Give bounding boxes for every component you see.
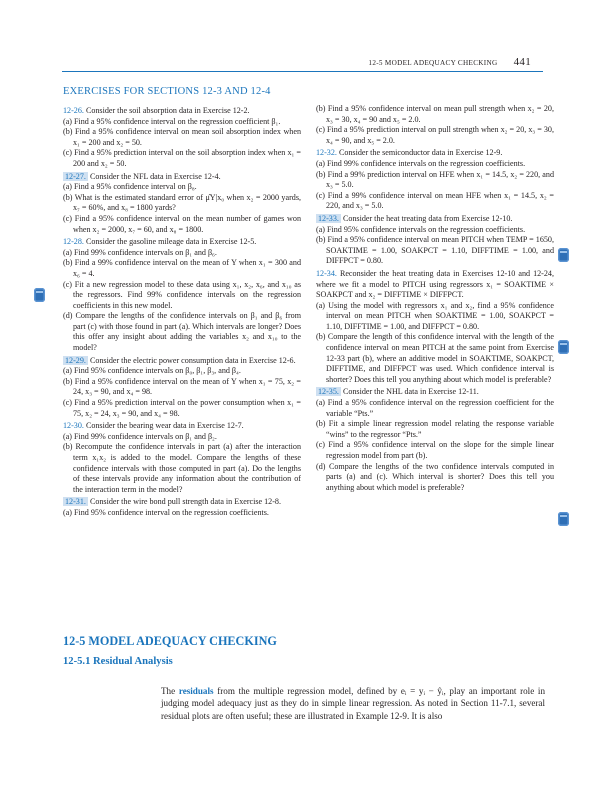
exercise-text: (d) Compare the lengths of the confidence intervals on β₁ and β₆ from part (c) with those found in part (a). Which intervals are longer? Does this offer any insight about adding the variables x₂ and x₁₀ to the model? bbox=[63, 311, 301, 353]
exercise-part bbox=[63, 214, 301, 235]
exercise-item bbox=[63, 421, 301, 432]
exercise-text: (a) Find 99% confidence intervals on β₁ and β₂. bbox=[63, 431, 217, 441]
exercise-text: (a) Find 99% confidence intervals on β₁ and β₆. bbox=[63, 247, 217, 257]
exercise-item bbox=[63, 497, 301, 508]
exercise-text: Consider the gasoline mileage data in Exercise 12-5. bbox=[85, 237, 257, 247]
exercise-text: (a) Find 99% confidence intervals on the regression coefficients. bbox=[316, 158, 526, 168]
exercise-part bbox=[316, 104, 554, 125]
exercise-text: (a) Find a 95% confidence interval on the regression coefficient for the variable “Pts.” bbox=[316, 398, 554, 418]
exercise-part bbox=[63, 398, 301, 419]
margin-marker-icon[interactable] bbox=[558, 340, 569, 354]
exercise-part bbox=[63, 280, 301, 312]
exercise-text: Reconsider the heat treating data in Exercises 12-10 and 12-24, where we fit a model to PITCH using regressors x₁ = SOAKTIME × SOAKPCT and x₂ = DIFFTIME × DIFFPCT. bbox=[316, 268, 554, 300]
exercise-text: (b) Find a 95% confidence interval on mean PITCH when TEMP = 1650, SOAKTIME = 1.00, SOAKPCT = 1.10, DIFFTIME = 1.00, and DIFFPCT = 0.80. bbox=[316, 235, 554, 266]
exercise-item bbox=[316, 269, 554, 301]
exercise-part bbox=[316, 170, 554, 191]
exercise-text: (b) Fit a simple linear regression model relating the response variable “wins” to the regressor “Pts.” bbox=[316, 419, 554, 439]
exercise-text: (b) Find a 99% prediction interval on HFE when x₁ = 14.5, x₂ = 220, and x₃ = 5.0. bbox=[316, 169, 554, 190]
exercise-text: (b) Find a 95% confidence interval on mean pull strength when x₂ = 20, x₃ = 30, x₄ = 90 and x₅ = 2.0. bbox=[316, 104, 554, 124]
exercise-number[interactable]: 12-31. bbox=[65, 497, 86, 507]
exercise-text: Consider the NHL data in Exercise 12-11. bbox=[342, 387, 479, 397]
exercise-number[interactable]: 12-30. bbox=[63, 421, 84, 431]
exercise-text: (a) Find 95% confidence intervals on the regression coefficients. bbox=[316, 224, 526, 234]
exercise-part bbox=[63, 117, 301, 128]
exercise-part bbox=[316, 235, 554, 267]
exercise-part bbox=[63, 182, 301, 193]
exercises-heading: EXERCISES FOR SECTIONS 12-3 AND 12-4 bbox=[63, 86, 271, 97]
exercise-part bbox=[316, 440, 554, 461]
exercise-text: (b) What is the estimated standard error of μ̂Y|x₀ when x₂ = 2000 yards, x₇ = 60%, and x₈ = 1800 yards? bbox=[63, 192, 301, 213]
exercise-text: (b) Find a 95% confidence interval on mean soil absorption index when x₁ = 200 and x₂ = 50. bbox=[63, 127, 301, 147]
body-text-start: The bbox=[161, 686, 179, 696]
exercise-text: Consider the heat treating data from Exercise 12-10. bbox=[342, 213, 513, 223]
left-column bbox=[63, 104, 301, 519]
exercise-part bbox=[63, 432, 301, 443]
exercise-part bbox=[316, 398, 554, 419]
exercise-part bbox=[316, 191, 554, 212]
header-rule bbox=[62, 71, 543, 72]
exercise-text: (c) Find a 95% confidence interval on the mean number of games won when x₂ = 2000, x₇ = 60, and x₈ = 1800. bbox=[63, 213, 301, 234]
exercise-part bbox=[316, 125, 554, 146]
exercise-item bbox=[63, 106, 301, 117]
exercise-text: (d) Compare the lengths of the two confidence intervals computed in parts (a) and (c). Which interval is shorter? Does this tell you anything about which model is preferable? bbox=[316, 461, 554, 492]
section-title: 12-5 MODEL ADEQUACY CHECKING bbox=[63, 634, 277, 648]
exercise-text: (a) Find 95% confidence intervals on β₀, β₁, β₃, and β₄. bbox=[63, 366, 241, 376]
exercise-text: (b) Find a 95% confidence interval on the mean of Y when x₁ = 75, x₂ = 24, x₃ = 90, and x₄ = 98. bbox=[63, 376, 301, 397]
exercise-number[interactable]: 12-28. bbox=[63, 237, 84, 247]
exercise-text: Consider the NFL data in Exercise 12-4. bbox=[89, 171, 221, 181]
exercise-part bbox=[316, 332, 554, 385]
exercise-text: (b) Compare the length of this confidence interval with the length of the confidence interval on mean PITCH at the same point from Exercise 12-33 part (b), where an additive model in SOAKTIME, SOAKPCT, DIFFTIME, and DIFFPCT was used. Which confidence interval is shorter? Does this tell you anything about which model is preferable? bbox=[316, 332, 554, 384]
exercise-text: Consider the wire bond pull strength data in Exercise 12-8. bbox=[89, 497, 281, 507]
exercise-part bbox=[316, 301, 554, 333]
exercise-text: (c) Find a 95% prediction interval on the soil absorption index when x₁ = 200 and x₂ = 50. bbox=[63, 148, 301, 168]
exercise-text: (c) Find a 95% confidence interval on the slope for the simple linear regression model from part (b). bbox=[316, 440, 554, 460]
exercise-item bbox=[63, 237, 301, 248]
exercise-part bbox=[63, 366, 301, 377]
exercise-part bbox=[63, 148, 301, 169]
exercise-part bbox=[63, 127, 301, 148]
exercise-text: Consider the semiconductor data in Exercise 12-9. bbox=[338, 148, 503, 158]
exercise-number[interactable]: 12-34. bbox=[316, 268, 337, 278]
exercise-item bbox=[316, 148, 554, 159]
residuals-keyword[interactable]: residuals bbox=[178, 686, 214, 696]
exercise-part bbox=[63, 508, 301, 519]
exercise-text: (a) Find a 95% confidence interval on the regression coefficient β₁. bbox=[63, 116, 281, 126]
margin-marker-icon[interactable] bbox=[34, 288, 45, 302]
exercise-text: Consider the soil absorption data in Exercise 12-2. bbox=[85, 106, 250, 115]
exercise-text: (c) Fit a new regression model to these data using x₁, x₂, x₆, and x₁₀ as the regressors. Find 99% confidence intervals on the regression coefficients in this new model. bbox=[63, 279, 301, 310]
exercise-part bbox=[63, 442, 301, 495]
exercise-item bbox=[63, 172, 301, 183]
exercise-part bbox=[63, 377, 301, 398]
exercise-text: (a) Find 95% confidence interval on the regression coefficients. bbox=[63, 507, 269, 517]
exercise-text: Consider the bearing wear data in Exercise 12-7. bbox=[85, 421, 244, 431]
exercise-text: (b) Find a 99% confidence interval on the mean of Y when x₁ = 300 and x₆ = 4. bbox=[63, 258, 301, 278]
page-number: 441 bbox=[513, 56, 531, 68]
right-column bbox=[316, 104, 554, 493]
exercise-text: Consider the electric power consumption data in Exercise 12-6. bbox=[89, 355, 296, 365]
exercise-number[interactable]: 12-26. bbox=[63, 106, 84, 115]
exercise-part bbox=[63, 248, 301, 259]
exercise-number[interactable]: 12-33. bbox=[318, 213, 339, 223]
subsection-title: 12-5.1 Residual Analysis bbox=[63, 656, 173, 667]
exercise-part bbox=[316, 159, 554, 170]
running-head bbox=[368, 56, 531, 68]
body-paragraph bbox=[161, 685, 545, 722]
exercise-item bbox=[316, 214, 554, 225]
running-title: 12-5 MODEL ADEQUACY CHECKING bbox=[368, 59, 498, 67]
exercise-part bbox=[316, 225, 554, 236]
exercise-text: (a) Using the model with regressors x₁ and x₂, find a 95% confidence interval on mean PITCH when SOAKTIME = 1.00, SOAKPCT = 1.10, DIFFTIME = 1.00, and DIFFPCT = 0.80. bbox=[316, 300, 554, 331]
margin-marker-icon[interactable] bbox=[558, 248, 569, 262]
exercise-number[interactable]: 12-35. bbox=[318, 387, 339, 397]
exercise-part bbox=[316, 419, 554, 440]
exercise-number[interactable]: 12-32. bbox=[316, 148, 337, 158]
exercise-text: (b) Recompute the confidence intervals in part (a) after the interaction term x₁x₂ is added to the model. Compare the lengths of these confidence intervals with those computed in part (a). Do the lengths of these intervals provide any information about the contribution of the interaction term in the model? bbox=[63, 442, 301, 494]
body-text-rest: from the multiple regression model, defined by eᵢ = yᵢ − ŷᵢ, play an important role in judging model adequacy just as they do in simple linear regression. As noted in Section 11-7.1, several residual plots are often useful; these are illustrated in Example 12-9. It is also bbox=[161, 686, 545, 721]
exercise-part bbox=[63, 311, 301, 353]
exercise-part bbox=[63, 258, 301, 279]
exercise-item bbox=[63, 356, 301, 367]
exercise-text: (c) Find a 99% confidence interval on mean HFE when x₁ = 14.5, x₂ = 220, and x₃ = 5.0. bbox=[316, 190, 554, 211]
exercise-text: (c) Find a 95% prediction interval on pull strength when x₂ = 20, x₃ = 30, x₄ = 90, and x₅ = 2.0. bbox=[316, 125, 554, 145]
exercise-text: (a) Find a 95% confidence interval on β₈. bbox=[63, 182, 197, 192]
exercise-part bbox=[316, 462, 554, 494]
exercise-number[interactable]: 12-27. bbox=[65, 171, 86, 181]
exercise-item bbox=[316, 387, 554, 398]
margin-marker-icon[interactable] bbox=[558, 512, 569, 526]
exercise-part bbox=[63, 193, 301, 214]
exercise-text: (c) Find a 95% prediction interval on the power consumption when x₁ = 75, x₂ = 24, x₃ = 90, and x₄ = 98. bbox=[63, 398, 301, 418]
exercise-number[interactable]: 12-29. bbox=[65, 355, 86, 365]
